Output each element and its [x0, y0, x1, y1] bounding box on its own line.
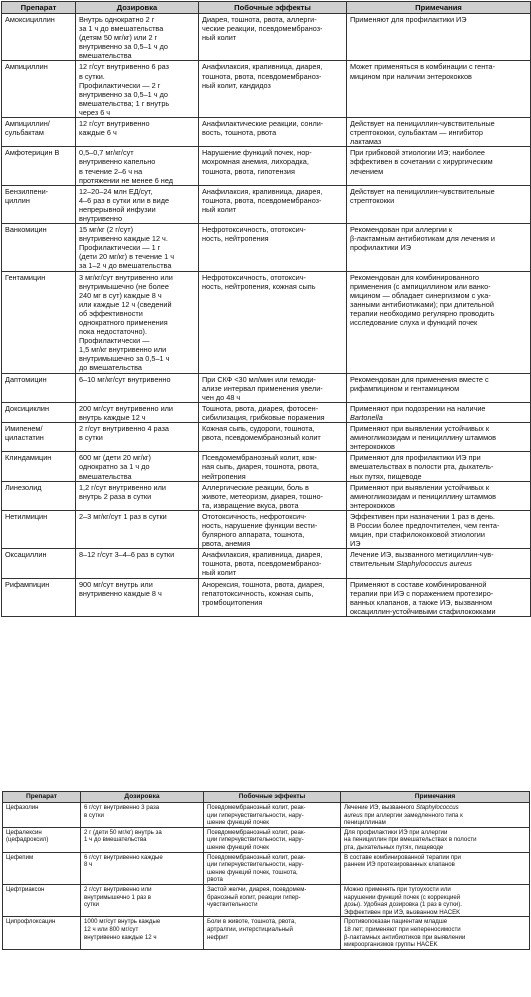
table-row: [3, 827, 530, 852]
cell-dose: [76, 373, 199, 402]
cell-effects-text: Нефротоксичность, ототоксич- ность, нейтропения, кожная сыпь: [202, 272, 316, 291]
cell-effects: [199, 147, 347, 185]
cell-dose-text: 200 мг/сут внутривенно или внутрь каждые 12 ч: [79, 403, 174, 422]
cell-notes-text: Рекомендован для применения вместе с рифампицином и гентамицином: [350, 374, 489, 393]
cell-dose: [76, 549, 199, 578]
cell-drug: [2, 147, 76, 185]
cell-notes: [341, 852, 530, 884]
cell-drug-text: Линезолид: [5, 482, 42, 492]
cell-notes-text: Для профилактики ИЭ при аллергии на пенициллин при вмешательствах в полости рта, дыхательных путях, пищеводе: [344, 828, 477, 851]
cell-drug-text: Рифампицин: [5, 579, 50, 589]
cell-dose: [81, 803, 204, 828]
cell-drug: [2, 373, 76, 402]
cell-drug: [2, 510, 76, 548]
cell-effects-text: Анафилаксия, крапивница, диарея, тошнота, рвота, псевдомембраноз- ный колит: [202, 186, 323, 214]
table-row: [2, 452, 531, 481]
table-row: [2, 549, 531, 578]
drug-table-1: [1, 1, 531, 617]
header-dose: Дозировка: [76, 2, 199, 14]
cell-drug: [3, 852, 81, 884]
cell-notes-text: Эффективен при назначении 1 раз в день. В России более предпочтителен, чем гента- мицин, при стафилококковой этиологии ИЭ: [350, 511, 500, 549]
cell-dose-text: 600 мг (дети 20 мг/кг) однократно за 1 ч до вмешательства: [79, 453, 151, 481]
cell-effects: [199, 549, 347, 578]
cell-drug: [3, 884, 81, 916]
cell-drug-text: Клиндамицин: [5, 453, 52, 463]
cell-drug-text: Оксациллин: [5, 550, 47, 560]
cell-effects: [199, 481, 347, 510]
table-row: [2, 271, 531, 373]
cell-dose: [81, 884, 204, 916]
cell-dose: [76, 510, 199, 548]
cell-dose: [76, 185, 199, 223]
cell-notes: [347, 14, 531, 61]
cell-drug-text: Даптомицин: [5, 374, 47, 384]
cell-notes-text: Рекомендован для комбинированного применения (с ампициллином или ванко- мицином — обладает синергизмом с ука- занными антибиотиками); при длительной терапии необходимо регулярно проводить исследование слуха и функций почек: [350, 272, 495, 327]
cell-dose: [81, 852, 204, 884]
cell-effects-text: Диарея, тошнота, рвота, аллерги- ческие реакции, псевдомембраноз- ный колит: [202, 15, 323, 43]
cell-dose: [76, 118, 199, 147]
cell-effects: [199, 510, 347, 548]
cell-notes-text: Применяют в составе комбинированной терапии при ИЭ с поражением протезиро- ванных клапанов, а также ИЭ, вызванном оксациллин-устойчивыми стафилококками: [350, 579, 496, 616]
cell-dose: [81, 827, 204, 852]
cell-notes-text: Можно применять при тугоухости или нарушении функций почек (с коррекцией дозы). Удобная дозировка (1 раз в сутки). Эффективен при ИЭ, вызванном HACEK: [344, 885, 462, 916]
cell-notes-text: Применяют для профилактики ИЭ: [350, 15, 467, 24]
cell-drug-text: Ципрофлоксацин: [6, 918, 56, 926]
cell-effects: [199, 271, 347, 373]
cell-notes: [347, 481, 531, 510]
table-row: [3, 852, 530, 884]
header-dose: Дозировка: [81, 792, 204, 803]
table-row: [2, 185, 531, 223]
cell-dose-text: 6 г/сут внутривенно каждые 8 ч: [84, 853, 163, 869]
cell-notes-text: При грибковой этиологии ИЭ; наиболее эффективен в сочетании с хирургическим лечением: [350, 148, 493, 176]
cell-dose: [81, 917, 204, 949]
cell-drug: [2, 452, 76, 481]
cell-effects: [204, 827, 341, 852]
cell-drug-text: Цефазолин: [6, 804, 39, 811]
cell-effects-text: Псевдомембранозный колит, реак- ции гиперчувствительности, нару- шение функций почек, тошнота, рвота: [207, 853, 306, 884]
cell-drug-text: Цефепим: [6, 853, 34, 861]
cell-dose-text: 12–20–24 млн ЕД/сут, 4–6 раз в сутки или в виде непрерывной инфузии внутривенно: [79, 186, 170, 223]
cell-notes: [341, 884, 530, 916]
organism-name: Staphylococcus aureus: [396, 559, 472, 569]
cell-notes: [347, 147, 531, 185]
cell-notes-text: Применяют для профилактики ИЭ при вмешательствах в полости рта, дыхатель- ных путях, пищеводе: [350, 453, 494, 481]
cell-dose: [76, 452, 199, 481]
cell-notes-text-after: при аллергии замедленного типа к пенициллинам: [344, 811, 463, 827]
cell-notes: [347, 373, 531, 402]
cell-notes: [347, 423, 531, 452]
cell-effects: [199, 452, 347, 481]
cell-notes: [347, 402, 531, 422]
cell-notes: [347, 185, 531, 223]
cell-dose-text: 12 г/сут внутривенно 6 раз в сутки. Профилактически — 2 г внутривенно за 0,5–1 ч до вмешательства; 1 г внутрь через 6 ч: [79, 62, 170, 117]
cell-effects-text: Ототоксичность, нефротоксич- ность, нарушение функции вести- булярного аппарата, тошнота, рвота, анемия: [202, 511, 318, 549]
cell-effects: [199, 402, 347, 422]
cell-dose-text: 0,5–0,7 мг/кг/сут внутривенно капельно в течение 2–6 ч на протяжении не менее 6 нед: [79, 148, 173, 185]
cell-drug-text: Доксициклин: [5, 403, 49, 413]
cell-drug: [2, 185, 76, 223]
cell-drug-text: Нетилмицин: [5, 511, 48, 521]
cell-effects: [199, 578, 347, 616]
cell-notes: [347, 224, 531, 271]
cell-dose-text: 2 г/сут внутривенно 4 раза в сутки: [79, 424, 169, 443]
cell-notes: [347, 118, 531, 147]
cell-drug: [2, 402, 76, 422]
cell-dose-text: 12 г/сут внутривенно каждые 6 ч: [79, 119, 150, 138]
cell-notes-text: Действует на пенициллин-чувствительные стрептококки, сульбактам — ингибитор лактамаз: [350, 119, 495, 147]
cell-effects: [199, 118, 347, 147]
table-row: [2, 510, 531, 548]
cell-effects-text: Боли в животе, тошнота, рвота, артралгии, интерстициальный нефрит: [207, 918, 296, 941]
header-drug: Препарат: [2, 2, 76, 14]
cell-effects-text: Анафилактические реакции, сонли- вость, тошнота, рвота: [202, 119, 324, 138]
cell-drug: [3, 827, 81, 852]
table-row: [2, 481, 531, 510]
cell-drug: [2, 224, 76, 271]
header-effects: Побочные эффекты: [199, 2, 347, 14]
cell-notes: [347, 510, 531, 548]
cell-notes: [341, 827, 530, 852]
table-row: [3, 884, 530, 916]
cell-effects-text: Анорексия, тошнота, рвота, диарея, гепатотоксичность, кожная сыпь, тромбоцитопения: [202, 579, 325, 607]
cell-notes: [341, 803, 530, 828]
cell-drug-text: Имипенем/ циластатин: [5, 424, 44, 443]
cell-effects-text: Анафилаксия, крапивница, диарея, тошнота, рвота, псевдомембраноз- ный колит, кандидоз: [202, 62, 323, 90]
cell-drug-text: Ампициллин/ сульбактам: [5, 119, 50, 138]
cell-drug: [3, 917, 81, 949]
cell-effects-text: Псевдомембранозный колит, кож- ная сыпь, диарея, тошнота, рвота, нейтропения: [202, 453, 319, 481]
cell-dose-text: 2 г (дети 50 мг/кг) внутрь за 1 ч до вмешательства: [84, 828, 162, 844]
cell-notes: [347, 549, 531, 578]
cell-effects-text: Псевдомембранозный колит, реак- ции гиперчувствительности, нару- шение функций почек: [207, 828, 306, 851]
cell-dose: [76, 402, 199, 422]
cell-drug-text: Цефалексин (цефадроксил): [6, 828, 49, 844]
cell-drug: [2, 578, 76, 616]
table-row: [2, 423, 531, 452]
cell-notes: [341, 917, 530, 949]
header-drug: Препарат: [3, 792, 81, 803]
cell-dose: [76, 423, 199, 452]
table-row: [2, 402, 531, 422]
cell-drug-text: Ампициллин: [5, 62, 48, 72]
cell-effects: [204, 884, 341, 916]
table-row: [2, 61, 531, 118]
cell-drug: [2, 61, 76, 118]
table-row: [2, 224, 531, 271]
cell-drug-text: Бензилпени- циллин: [5, 186, 49, 205]
cell-dose-text: 1,2 г/сут внутривенно или внутрь 2 раза в сутки: [79, 482, 166, 501]
cell-notes-text: Действует на пенициллин-чувствительные стрептококки: [350, 186, 495, 205]
cell-dose-text: 2 г/сут внутривенно или внутримышечно 1 раз в сутки: [84, 885, 152, 909]
cell-dose: [76, 147, 199, 185]
cell-dose: [76, 224, 199, 271]
cell-dose-text: Внутрь однократно 2 г за 1 ч до вмешательства (детям 50 мг/кг) или 2 г внутривенно за 0,5–1 ч до вмешательства: [79, 15, 168, 61]
table-row: [2, 373, 531, 402]
header-notes: Примечания: [347, 2, 531, 14]
header-notes: Примечания: [341, 792, 530, 803]
cell-dose-text: 1000 мг/сут внутрь каждые 12 ч или 800 мг/сут внутривенно каждые 12 ч: [84, 918, 161, 941]
cell-drug: [2, 118, 76, 147]
cell-effects: [199, 423, 347, 452]
cell-effects-text: Кожная сыпь, судороги, тошнота, рвота, псевдомембранозный колит: [202, 424, 321, 443]
table-header-row: [3, 792, 530, 803]
cell-effects: [204, 917, 341, 949]
cell-effects: [199, 224, 347, 271]
cell-effects: [199, 185, 347, 223]
cell-notes-text: В составе комбинированной терапии при раннем ИЭ протезированных клапанов: [344, 853, 461, 869]
cell-effects-text: Анафилаксия, крапивница, диарея, тошнота, рвота, псевдомембраноз- ный колит: [202, 550, 323, 578]
cell-dose-text: 900 мг/сут внутрь или внутривенно каждые 8 ч: [79, 579, 162, 598]
organism-name: Staphylococcus aureus: [344, 804, 459, 819]
cell-notes: [347, 452, 531, 481]
cell-dose-text: 2–3 мг/кг/сут 1 раз в сутки: [79, 511, 167, 521]
cell-notes: [347, 578, 531, 616]
cell-effects-text: Псевдомембранозный колит, реак- ции гиперчувствительности, нару- шение функций почек: [207, 804, 306, 827]
table-row: [3, 803, 530, 828]
table-row: [2, 578, 531, 616]
cell-dose-text: 6–10 мг/кг/сут внутривенно: [79, 374, 171, 384]
cell-drug: [2, 423, 76, 452]
cell-notes: [347, 61, 531, 118]
drug-table-2: [2, 791, 530, 950]
table-header-row: [2, 2, 531, 14]
cell-dose-text: 15 мг/кг (2 г/сут) внутривенно каждые 12 ч. Профилактически — 1 г (дети 20 мг/кг) в течение 1 ч за 1–2 ч до вмешательства: [79, 225, 175, 271]
table-row: [3, 917, 530, 949]
cell-effects: [199, 61, 347, 118]
cell-notes-text: Может применяться в комбинации с гента- мицином при наличии энтерококков: [350, 62, 496, 81]
cell-dose: [76, 578, 199, 616]
cell-notes: [347, 271, 531, 373]
cell-drug: [2, 549, 76, 578]
cell-notes-text: Применяют при подозрении на наличие: [350, 403, 486, 413]
cell-effects-text: Нефротоксичность, ототоксич- ность, нейтропения: [202, 225, 306, 244]
table-row: [2, 14, 531, 61]
cell-effects-text: Тошнота, рвота, диарея, фотосен- сибилизация, грибковые поражения: [202, 403, 325, 422]
cell-dose-text: 6 г/сут внутривенно 3 раза в сутки: [84, 804, 160, 819]
cell-notes-text: Применяют при выявлении устойчивых к аминогликозидам и пенициллину штаммов энтерококков: [350, 482, 497, 510]
table-row: [2, 118, 531, 147]
cell-dose: [76, 481, 199, 510]
cell-drug-text: Амоксициллин: [5, 15, 55, 24]
cell-notes-text: Лечение ИЭ, вызванного: [344, 804, 417, 811]
cell-effects: [204, 803, 341, 828]
cell-notes-text: Противопоказан пациентам младше 18 лет; применяют при непереносимости β-лактамных антибиотиков при выявлении микроорганизмов группы HACEK: [344, 918, 466, 949]
cell-drug-text: Гентамицин: [5, 272, 46, 282]
cell-notes-text: Лечение ИЭ, вызванного метициллин-чув- ствительным: [350, 550, 494, 569]
cell-drug: [2, 271, 76, 373]
cell-drug-text: Цефтриаксон: [6, 885, 45, 893]
cell-effects-text: При СКФ <30 мл/мин или гемоди- ализе интервал применения увели- чен до 48 ч: [202, 374, 323, 402]
cell-notes-text: Рекомендован при аллергии к β-лактамным антибиотикам для лечения и профилактики ИЭ: [350, 225, 495, 253]
cell-effects-text: Нарушение функций почек, нор- мохромная анемия, лихорадка, тошнота, рвота, гипотензия: [202, 148, 312, 176]
cell-dose: [76, 14, 199, 61]
table-row: [2, 147, 531, 185]
cell-drug-text: Амфотерицин В: [5, 148, 60, 158]
cell-effects: [199, 373, 347, 402]
cell-dose-text: 8–12 г/сут 3–4–6 раз в сутки: [79, 550, 175, 560]
cell-effects-text: Застой желчи, диарея, псевдомем- бранозный колит, реакции гипер- чувствительности: [207, 885, 307, 909]
cell-effects: [204, 852, 341, 884]
cell-effects-text: Аллергические реакции, боль в животе, метеоризм, диарея, тошно- та, извращение вкуса, рвота: [202, 482, 323, 510]
cell-notes-text: Применяют при выявлении устойчивых к аминогликозидам и пенициллину штаммов энтерококков: [350, 424, 497, 452]
cell-drug: [3, 803, 81, 828]
cell-dose: [76, 271, 199, 373]
organism-name: Bartonella: [350, 412, 383, 422]
cell-drug: [2, 14, 76, 61]
cell-dose-text: 3 мг/кг/сут внутривенно или внутримышечно (не более 240 мг в сут) каждые 8 ч или каждые 12 ч (сведений об эффективности однократного применения пока недостаточно). Профилактически — 1,5 мг/кг внутривенно или внутримышечно за 0,5–1 ч до вмешательства: [79, 272, 173, 373]
cell-effects: [199, 14, 347, 61]
cell-drug: [2, 481, 76, 510]
cell-dose: [76, 61, 199, 118]
cell-drug-text: Ванкомицин: [5, 225, 47, 235]
header-effects: Побочные эффекты: [204, 792, 341, 803]
